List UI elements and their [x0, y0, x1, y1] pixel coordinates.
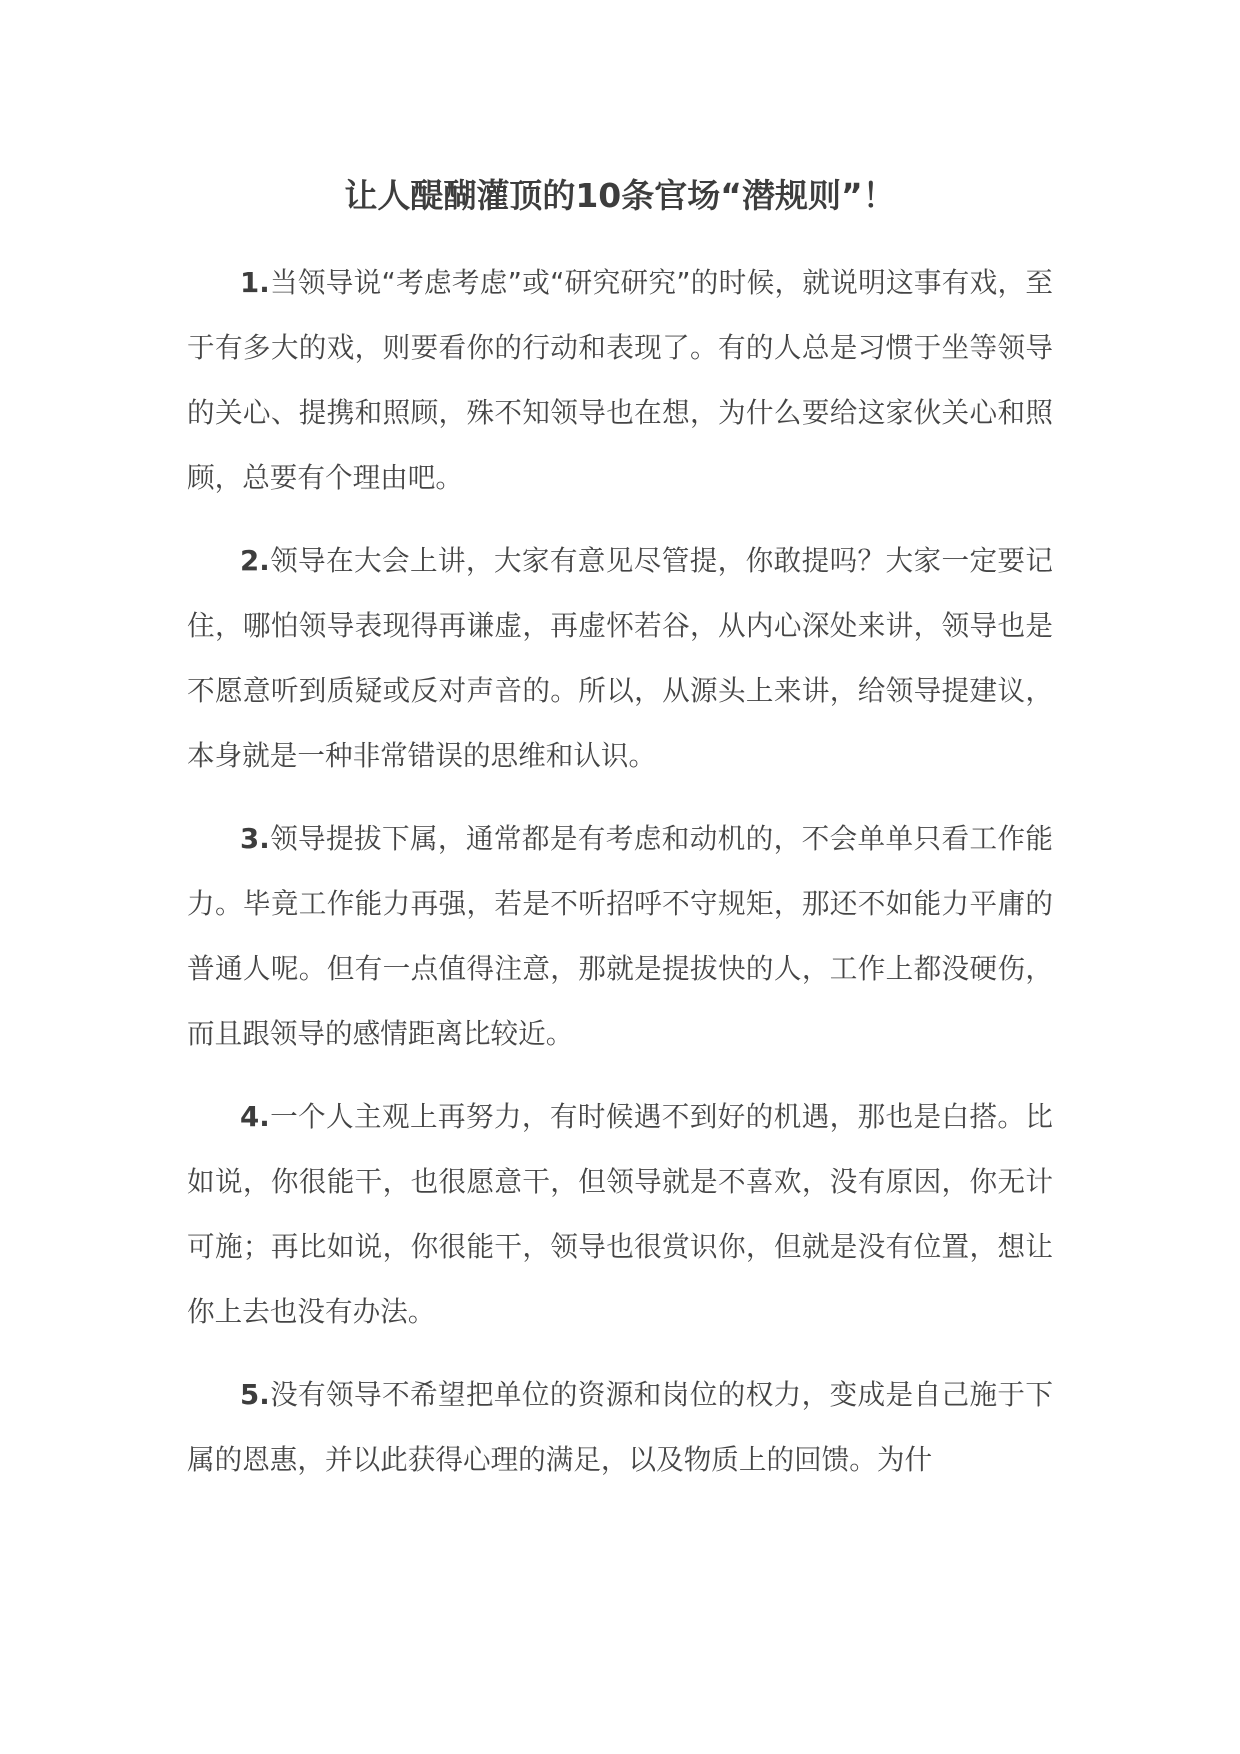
- paragraph-1: [187, 250, 1053, 510]
- paragraph-number: 3.: [240, 822, 270, 855]
- paragraph-text: 领导提拔下属，通常都是有考虑和动机的，不会单单只看工作能力。毕竟工作能力再强，若是不听招呼不守规矩，那还不如能力平庸的普通人呢。但有一点值得注意，那就是提拔快的人，工作上都没硬伤，而且跟领导的感情距离比较近。: [187, 822, 1053, 1050]
- paragraph-number: 5.: [240, 1378, 270, 1411]
- paragraph-2: [187, 528, 1053, 788]
- paragraph-text: 当领导说“考虑考虑”或“研究研究”的时候，就说明这事有戏，至于有多大的戏，则要看你的行动和表现了。有的人总是习惯于坐等领导的关心、提携和照顾，殊不知领导也在想，为什么要给这家伙关心和照顾，总要有个理由吧。: [187, 266, 1053, 494]
- paragraph-text: 领导在大会上讲，大家有意见尽管提，你敢提吗？大家一定要记住，哪怕领导表现得再谦虚，再虚怀若谷，从内心深处来讲，领导也是不愿意听到质疑或反对声音的。所以，从源头上来讲，给领导提建议，本身就是一种非常错误的思维和认识。: [187, 544, 1053, 772]
- paragraph-3: [187, 806, 1053, 1066]
- document-title: 让人醍醐灌顶的10条官场“潜规则”！: [344, 176, 896, 215]
- paragraph-text: 一个人主观上再努力，有时候遇不到好的机遇，那也是白搭。比如说，你很能干，也很愿意干，但领导就是不喜欢，没有原因，你无计可施；再比如说，你很能干，领导也很赏识你，但就是没有位置，想让你上去也没有办法。: [187, 1100, 1053, 1328]
- paragraph-number: 4.: [240, 1100, 270, 1133]
- paragraph-number: 1.: [240, 266, 270, 299]
- paragraph-5: [187, 1362, 1053, 1492]
- paragraph-number: 2.: [240, 544, 270, 577]
- paragraph-text: 没有领导不希望把单位的资源和岗位的权力，变成是自己施于下属的恩惠，并以此获得心理的满足，以及物质上的回馈。为什: [187, 1378, 1053, 1476]
- paragraph-4: [187, 1084, 1053, 1344]
- document-body: [187, 250, 1053, 1510]
